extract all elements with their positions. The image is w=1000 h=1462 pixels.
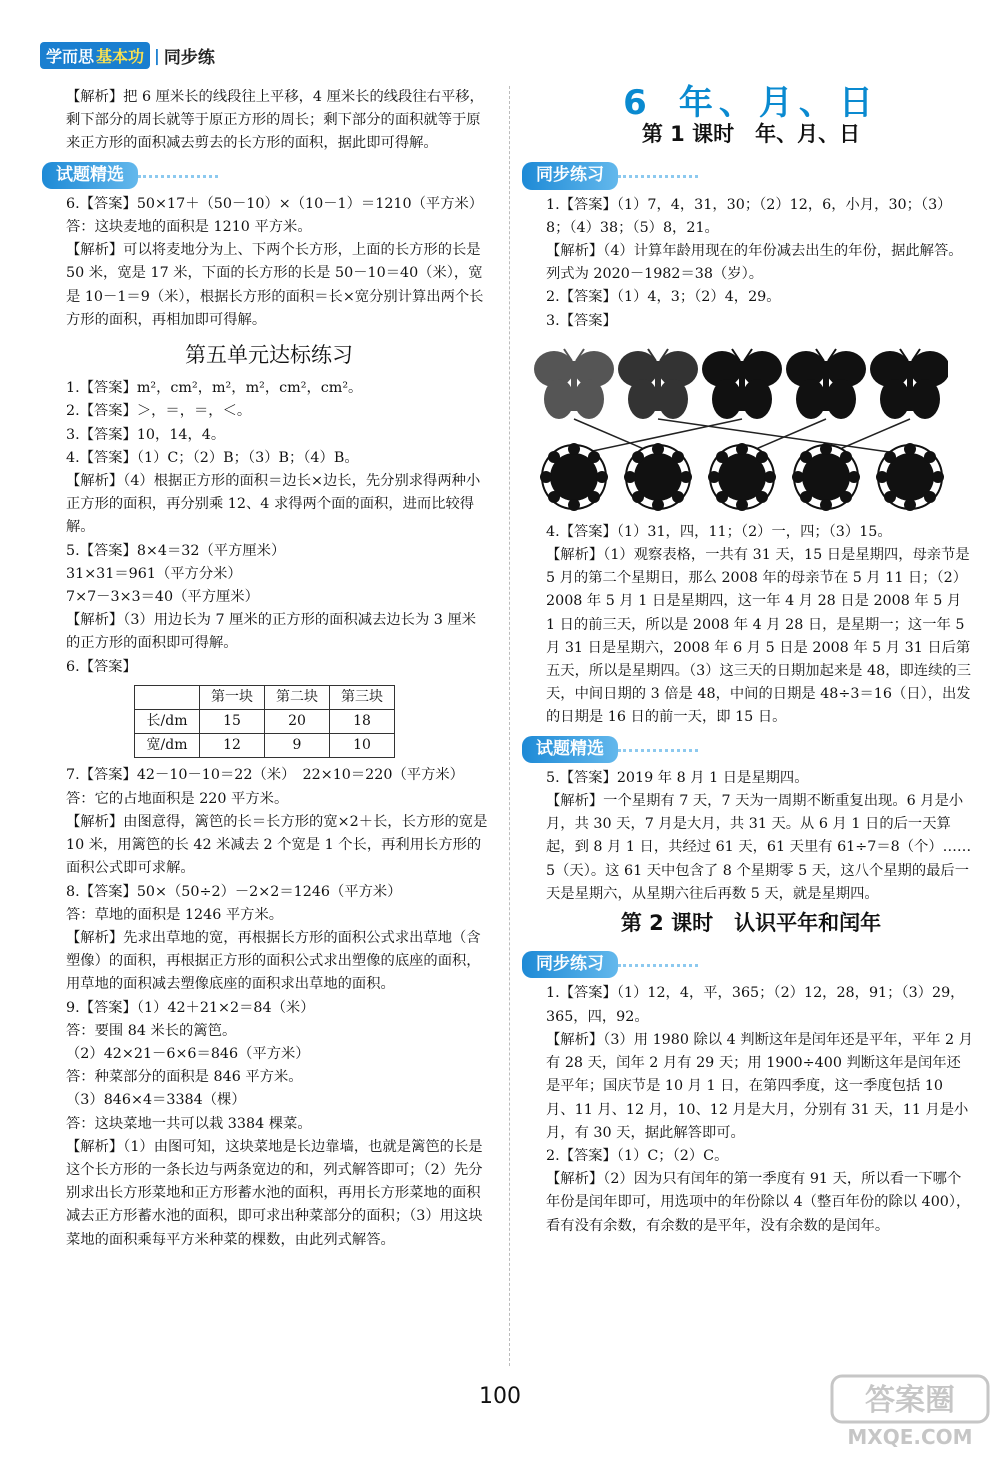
- page-number: 100: [479, 1384, 521, 1409]
- answer-line: （3）846×4＝3384（棵）: [66, 1092, 246, 1109]
- chapter-title: [528, 83, 974, 123]
- answer-line: 8.【答案】50×（50÷2）－2×2＝1246（平方米）: [66, 883, 402, 900]
- answer-line: 4.【答案】（1）31，四，11；（2）一，四；（3）15。: [546, 523, 892, 540]
- answer-line: 3.【答案】: [546, 312, 617, 329]
- section-banner-sync: 同步练习: [522, 162, 618, 189]
- table-cell: [135, 685, 200, 709]
- brand-separator: |: [154, 45, 160, 65]
- answer-line: 1.【答案】（1）12，4，平，365；（2）12，28，91；（3）29，365，四，92。: [546, 985, 965, 1025]
- analysis-text: 【解析】由图意得，篱笆的长＝长方形的宽×2＋长，长方形的宽是 10 米，用篱笆的长 42 米减去 2 个宽是 1 个长，再利用长方形的面积公式即可求解。: [66, 813, 488, 877]
- answer-line: 5.【答案】2019 年 8 月 1 日是星期四。: [546, 769, 809, 786]
- table-cell: 20: [265, 710, 330, 734]
- left-column: [48, 86, 490, 1252]
- answer-line: 7.【答案】42－10－10＝22（米） 22×10＝220（平方米）: [66, 767, 464, 784]
- table-cell: 第二块: [265, 685, 330, 709]
- analysis-text: 【解析】（4）计算年龄用现在的年份减去出生的年份，据此解答。列式为 2020－1982＝38（岁）。: [546, 243, 963, 283]
- answer-table: [134, 685, 395, 759]
- table-row: [135, 710, 395, 734]
- answer-line: 答：这块麦地的面积是 1210 平方米。: [66, 219, 312, 236]
- answer-line: 3.【答案】10，14，4。: [66, 426, 226, 443]
- table-row: [135, 734, 395, 758]
- butterfly-icon: [534, 349, 614, 419]
- butterfly-icon: [618, 349, 698, 419]
- brand-name-b: 基本功: [96, 46, 145, 66]
- watermark-logo: [830, 1372, 990, 1452]
- page-header: [40, 40, 215, 70]
- section-banner-selected: 试题精选: [42, 162, 138, 189]
- answer-line: 2.【答案】＞，＝，＝，＜。: [66, 403, 252, 420]
- flower-icon: [708, 443, 776, 511]
- analysis-text: 【解析】可以将麦地分为上、下两个长方形，上面的长方形的长是 50 米，宽是 17 米，下面的长方形的长是 50－10＝40（米），宽是 10－1＝9（米），根据长方形的面积＝长×宽分别计算出两个长方形的面积，再相加即可得解。: [66, 242, 484, 328]
- butterfly-icon: [702, 349, 782, 419]
- answer-line: 答：它的占地面积是 220 平方米。: [66, 790, 289, 807]
- section-banner-sync: 同步练习: [522, 951, 618, 978]
- analysis-text: 【解析】（1）由图可知，这块菜地是长边靠墙，也就是篱笆的长是这个长方形的一条长边与两条宽边的和，列式解答即可；（2）先分别求出长方形菜地和正方形蓄水池的面积，再用长方形菜地的面积减去正方形蓄水池的面积，即可求出种菜部分的面积；（3）用这块菜地的面积乘每平方米种菜的棵数，由此列式解答。: [66, 1138, 483, 1248]
- answer-line: 31×31＝961（平方分米）: [66, 565, 242, 582]
- answer-line: 答：草地的面积是 1246 平方米。: [66, 906, 284, 923]
- table-cell: 9: [265, 734, 330, 758]
- column-divider: [509, 86, 510, 1366]
- answer-line: 5.【答案】8×4＝32（平方厘米）: [66, 542, 286, 559]
- table-cell: 10: [330, 734, 395, 758]
- right-column: [528, 83, 974, 1238]
- analysis-text: 【解析】（1）观察表格，一共有 31 天，15 日是星期四，母亲节是 5 月的第二个星期日，那么 2008 年的母亲节在 5 月 11 日；（2）2008 年 5 月 1 日是星期四，这一年 4 月 28 日是 2008 年 5 月 1 日的前三天，所以是 2008 年 4 月 28 日，是星期一；这一年 5 月 31 日是星期六，2008 年 6 月 5 日是 2008 年 5 月 31 日后第五天，所以是星期四。（3）这三天的日期加起来是 48，即连续的三天，中间日期的 3 倍是 48，中间的日期是 48÷3＝16（日），出发的日期是 16 日的前一天，即 15 日。: [546, 547, 971, 726]
- lesson-title: 第 2 课时 认识平年和闰年: [620, 911, 882, 936]
- answer-line: 6.【答案】50×17＋（50－10）×（10－1）＝1210（平方米）: [66, 195, 484, 212]
- brand-logo: [40, 42, 150, 69]
- analysis-text: 【解析】（4）根据正方形的面积＝边长×边长，先分别求得两种小正方形的面积，再分别乘 12、4 求得两个面的面积，进而比较得解。: [66, 473, 481, 536]
- lesson-title: 第 1 课时 年、月、日: [641, 122, 861, 147]
- answer-line: 4.【答案】（1）C；（2）B；（3）B；（4）B。: [66, 449, 359, 466]
- matching-figure: [528, 337, 974, 517]
- analysis-text: 【解析】一个星期有 7 天，7 天为一周期不断重复出现。6 月是小月，共 30 天，7 月是大月，共 31 天。从 6 月 1 日的后一天算起，到 8 月 1 日，共经过 61 天，61 天里有 61÷7＝8（个）……5（天）。这 61 天中包含了 8 个星期零 5 天，这八个星期的最后一天是星期六，从星期六往后再数 5 天，就是星期四。: [546, 793, 972, 902]
- answer-line: 7×7－3×3＝40（平方厘米）: [66, 589, 259, 606]
- answer-line: 1.【答案】（1）7，4，31，30；（2）12，6，小月，30；（3）8；（4）38；（5）8，21。: [546, 196, 952, 236]
- answer-line: 1.【答案】m²，cm²，m²，m²，cm²，cm²。: [66, 380, 363, 397]
- flower-icon: [792, 443, 860, 511]
- answer-line: 2.【答案】（1）C；（2）C。: [546, 1147, 729, 1164]
- answer-line: 2.【答案】（1）4，3；（2）4，29。: [546, 289, 781, 306]
- chapter-number: 6: [623, 83, 653, 123]
- table-cell: 宽/dm: [135, 734, 200, 758]
- analysis-text: 【解析】（3）用边长为 7 厘米的正方形的面积减去边长为 3 厘米的正方形的面积即可得解。: [66, 612, 477, 652]
- butterfly-icon: [786, 349, 866, 419]
- watermark-text: 答案圈: [865, 1383, 955, 1418]
- analysis-text: 【解析】把 6 厘米长的线段往上平移，4 厘米长的线段往右平移，剩下部分的周长就等于原正方形的周长；剩下部分的面积就等于原来正方形的面积减去剪去的长方形的面积，据此即可得解。: [66, 89, 484, 152]
- butterfly-icon: [870, 349, 948, 419]
- answer-line: 答：要围 84 米长的篱笆。: [66, 1022, 237, 1039]
- brand-subtitle: 同步练: [163, 47, 215, 68]
- answer-line: 答：种菜部分的面积是 846 平方米。: [66, 1069, 303, 1086]
- answer-line: 6.【答案】: [66, 658, 137, 675]
- section-title: 第五单元达标练习: [185, 343, 353, 368]
- section-banner-selected: 试题精选: [522, 736, 618, 763]
- flower-icon: [876, 443, 944, 511]
- table-cell: 12: [200, 734, 265, 758]
- table-header-row: [135, 685, 395, 709]
- table-cell: 长/dm: [135, 710, 200, 734]
- table-cell: 第一块: [200, 685, 265, 709]
- analysis-text: 【解析】（3）用 1980 除以 4 判断这年是闰年还是平年，平年 2 月有 28 天，闰年 2 月有 29 天；用 1900÷400 判断这年是闰年还是平年；国庆节是 10 月 1 日，在第四季度，这一季度包括 10 月、11 月、12 月，10、12 月是大月，分别有 31 天，11 月是小月，有 30 天，据此解答即可。: [546, 1031, 973, 1141]
- flower-icon: [540, 443, 608, 511]
- table-cell: 15: [200, 710, 265, 734]
- answer-line: 9.【答案】（1）42＋21×2＝84（米）: [66, 999, 315, 1016]
- analysis-text: 【解析】（2）因为只有闰年的第一季度有 91 天，所以看一下哪个年份是闰年即可，用选项中的年份除以 4（整百年份的除以 400），看有没有余数，有余数的是平年，没有余数的是闰年。: [546, 1171, 971, 1234]
- table-cell: 第三块: [330, 685, 395, 709]
- table-cell: 18: [330, 710, 395, 734]
- butterfly-flower-matching: [528, 337, 948, 517]
- analysis-text: 【解析】先求出草地的宽，再根据长方形的面积公式求出草地（含塑像）的面积，再根据正方形的面积公式求出塑像的底座的面积，用草地的面积减去塑像底座的面积求出草地的面积。: [66, 929, 481, 993]
- chapter-name: 年、月、日: [678, 83, 879, 123]
- answer-line: （2）42×21－6×6＝846（平方米）: [66, 1045, 310, 1062]
- flower-icon: [624, 443, 692, 511]
- answer-line: 答：这块菜地一共可以栽 3384 棵菜。: [66, 1115, 312, 1132]
- watermark-url: MXQE.COM: [847, 1425, 973, 1449]
- brand-name-a: 学而思: [46, 46, 95, 66]
